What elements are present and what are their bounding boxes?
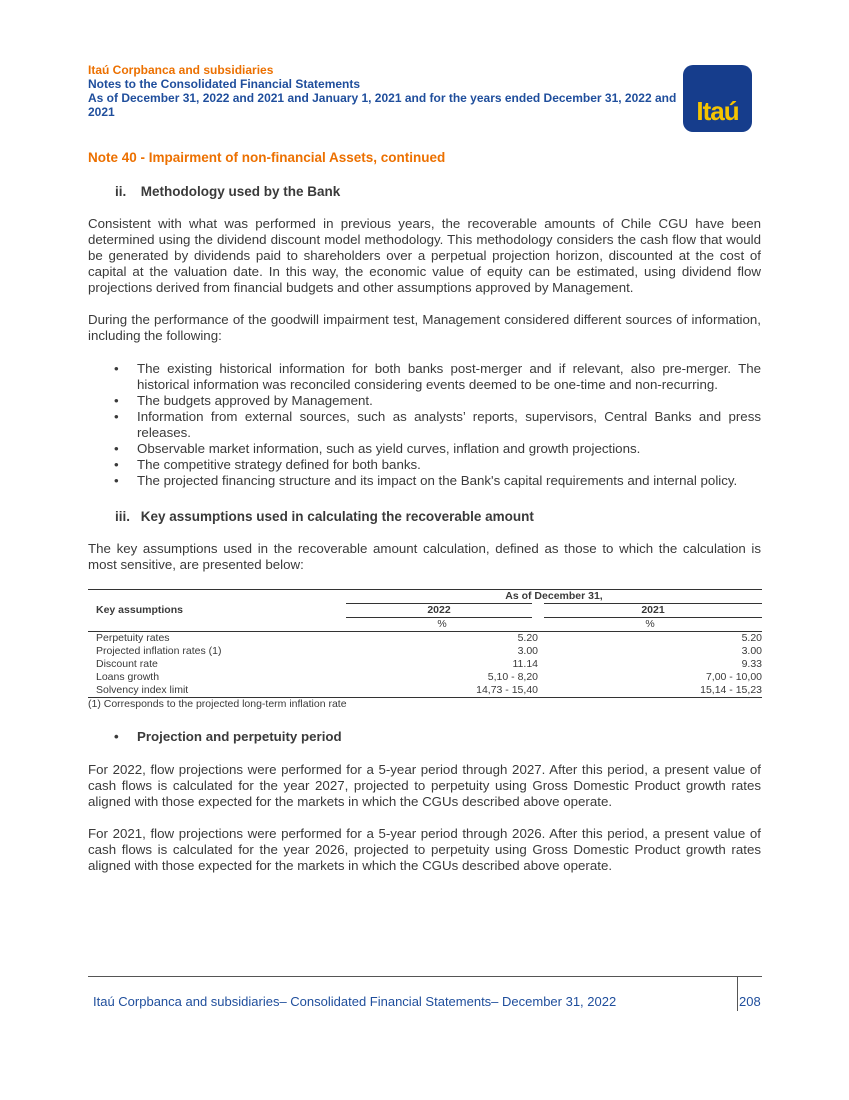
table-cell-2022: 14,73 - 15,40 <box>476 684 538 696</box>
section-iii-title: Key assumptions used in calculating the recoverable amount <box>140 509 534 524</box>
key-assumptions-table <box>88 589 762 698</box>
table-year-2021: 2021 <box>538 604 762 618</box>
section-ii-heading <box>115 184 340 199</box>
table-cell-2021: 9.33 <box>741 658 762 670</box>
section-iii-heading <box>115 509 534 524</box>
table-row <box>88 645 762 658</box>
header-doc-title: Notes to the Consolidated Financial Statements <box>88 77 361 91</box>
table-footnote: (1) Corresponds to the projected long-term inflation rate <box>88 698 347 710</box>
projection-heading-list <box>110 729 761 745</box>
projection-heading: • Projection and perpetuity period <box>110 729 761 745</box>
table-row <box>88 671 762 684</box>
section-iii-number: iii. <box>115 509 131 524</box>
table-row <box>88 632 762 646</box>
header-company: Itaú Corpbanca and subsidiaries <box>88 63 274 77</box>
table-cell-2022: 11.14 <box>512 658 538 670</box>
logo-text: Itaú <box>696 96 739 126</box>
information-sources-intro: During the performance of the goodwill impairment test, Management considered different sources of information, including the following: <box>88 312 761 343</box>
list-item: • Observable market information, such as yield curves, inflation and growth projections. <box>110 441 761 457</box>
itau-logo <box>683 65 752 132</box>
list-item: • The competitive strategy defined for both banks. <box>110 457 761 473</box>
table-row-label: Perpetuity rates <box>96 632 170 644</box>
table-unit-2021: % <box>645 618 655 630</box>
table-row <box>88 684 762 698</box>
table-unit-2022: % <box>437 618 447 630</box>
table-group-header: As of December 31, <box>346 590 762 604</box>
section-ii-number: ii. <box>115 184 127 199</box>
list-item: • Information from external sources, such as analysts’ reports, supervisors, Central Banks and press releases. <box>110 409 761 441</box>
footer-divider <box>88 976 762 977</box>
table-cell-2022: 5.20 <box>517 632 538 644</box>
table-cell-2021: 7,00 - 10,00 <box>705 671 762 683</box>
information-sources-list <box>110 361 761 489</box>
projection-2022-paragraph: For 2022, flow projections were performed for a 5-year period through 2027. After this period, a present value of cash flows is calculated for the year 2027, projected to perpetuity using Gross Domestic Product growth rates aligned with those expected for the markets in which the CGUs described above operate. <box>88 762 761 809</box>
table-cell-2022: 5,10 - 8,20 <box>487 671 538 683</box>
table-row-label: Projected inflation rates (1) <box>96 645 222 657</box>
projection-2021-paragraph: For 2021, flow projections were performed for a 5-year period through 2026. After this period, a present value of cash flows is calculated for the year 2026, projected to perpetuity using Gross Domestic Product growth rates aligned with those expected for the markets in which the CGUs described above operate. <box>88 826 761 873</box>
note-title: Note 40 - Impairment of non-financial Assets, continued <box>88 150 446 165</box>
key-assumptions-intro: The key assumptions used in the recoverable amount calculation, defined as those to which the calculation is most sensitive, are presented below: <box>88 541 761 572</box>
table-unit-row <box>88 618 762 632</box>
section-ii-title: Methodology used by the Bank <box>140 184 341 199</box>
table-cell-2021: 3.00 <box>741 645 762 657</box>
table-group-header-row <box>88 590 762 604</box>
header-period: As of December 31, 2022 and 2021 and January 1, 2021 and for the years ended December 31, 2022 and 2021 <box>88 91 677 119</box>
table-row-label: Discount rate <box>96 658 158 670</box>
list-item: • The existing historical information for both banks post-merger and if relevant, also pre-merger. The historical information was reconciled considering events deemed to be one-time and non-recurring. <box>110 361 761 393</box>
footer-text: Itaú Corpbanca and subsidiaries– Consolidated Financial Statements– December 31, 2022 <box>93 994 617 1009</box>
list-item: • The projected financing structure and its impact on the Bank's capital requirements and internal policy. <box>110 473 761 489</box>
table-row <box>88 658 762 671</box>
table-year-header-row <box>88 604 762 618</box>
footer-page-divider <box>737 976 738 1011</box>
table-row-label: Solvency index limit <box>96 684 189 696</box>
document-header <box>88 63 678 119</box>
table-row-label: Loans growth <box>96 671 160 683</box>
table-col-label: Key assumptions <box>96 604 183 616</box>
table-cell-2021: 15,14 - 15,23 <box>700 684 762 696</box>
page-number: 208 <box>739 994 761 1009</box>
table-year-2022: 2022 <box>346 604 538 618</box>
table-cell-2021: 5.20 <box>741 632 762 644</box>
table-cell-2022: 3.00 <box>517 645 538 657</box>
methodology-paragraph: Consistent with what was performed in previous years, the recoverable amounts of Chile CGU have been determined using the dividend discount model methodology. This methodology considers the cash flow that would be generated by dividends paid to shareholders over a perpetual projection horizon, discounted at the cost of capital at the valuation date. In this way, the economic value of equity can be estimated, using dividend flow projections derived from financial budgets and other assumptions approved by Management. <box>88 216 761 295</box>
list-item: • The budgets approved by Management. <box>110 393 761 409</box>
